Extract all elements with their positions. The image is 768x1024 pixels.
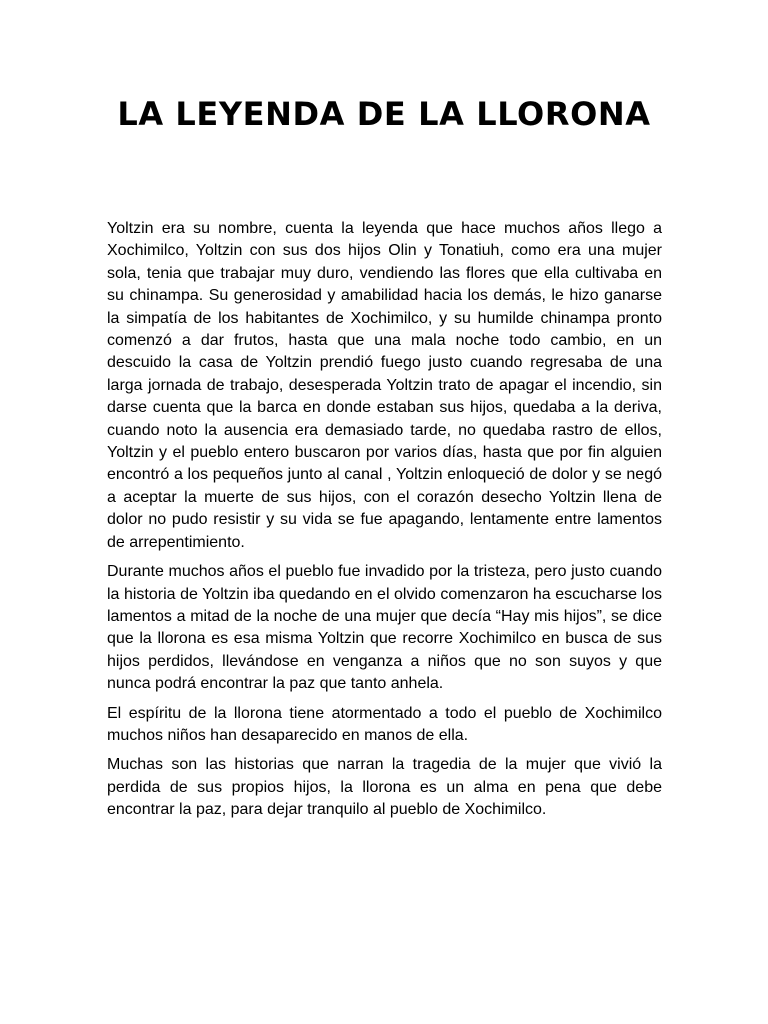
document-body (107, 218, 671, 829)
paragraph-3: El espíritu de la llorona tiene atormentado a todo el pueblo de Xochimilco muchos niños han desaparecido en manos de ella. (107, 704, 667, 744)
document-title: LA LEYENDA DE LA LLORONA (117, 95, 651, 133)
paragraph-4: Muchas son las historias que narran la tragedia de la mujer que vivió la perdida de sus propios hijos, la llorona es un alma en pena que debe encontrar la paz, para dejar tranquilo al pueblo de Xochimilco. (107, 756, 667, 819)
paragraph-2: Durante muchos años el pueblo fue invadido por la tristeza, pero justo cuando la historia de Yoltzin iba quedando en el olvido comenzaron ha escucharse los lamentos a mitad de la noche de una mujer que decía “Hay mis hijos”, se dice que la llorona es esa misma Yoltzin que recorre Xochimilco en busca de sus hijos perdidos, llevándose en venganza a niños que no son suyos y que nunca podrá encontrar la paz que tanto anhela. (107, 563, 667, 693)
paragraph-1: Yoltzin era su nombre, cuenta la leyenda que hace muchos años llego a Xochimilco, Yoltzin con sus dos hijos Olin y Tonatiuh, como era una mujer sola, tenia que trabajar muy duro, vendiendo las flores que ella cultivaba en su chinampa. Su generosidad y amabilidad hacia los demás, le hizo ganarse la simpatía de los habitantes de Xochimilco, y su humilde chinampa pronto comenzó a dar frutos, hasta que una mala noche todo cambio, en un descuido la casa de Yoltzin prendió fuego justo cuando regresaba de una larga jornada de trabajo, desesperada Yoltzin trato de apagar el incendio, sin darse cuenta que la barca en donde estaban sus hijos, quedaba a la deriva, cuando noto la ausencia era demasiado tarde, no quedaba rastro de ellos, Yoltzin y el pueblo entero buscaron por varios días, hasta que por fin alguien encontró a los pequeños junto al canal , Yoltzin enloqueció de dolor y se negó a aceptar la muerte de sus hijos, con el corazón desecho Yoltzin llena de dolor no pudo resistir y su vida se fue apagando, lentamente entre lamentos de arrepentimiento. (107, 220, 671, 551)
